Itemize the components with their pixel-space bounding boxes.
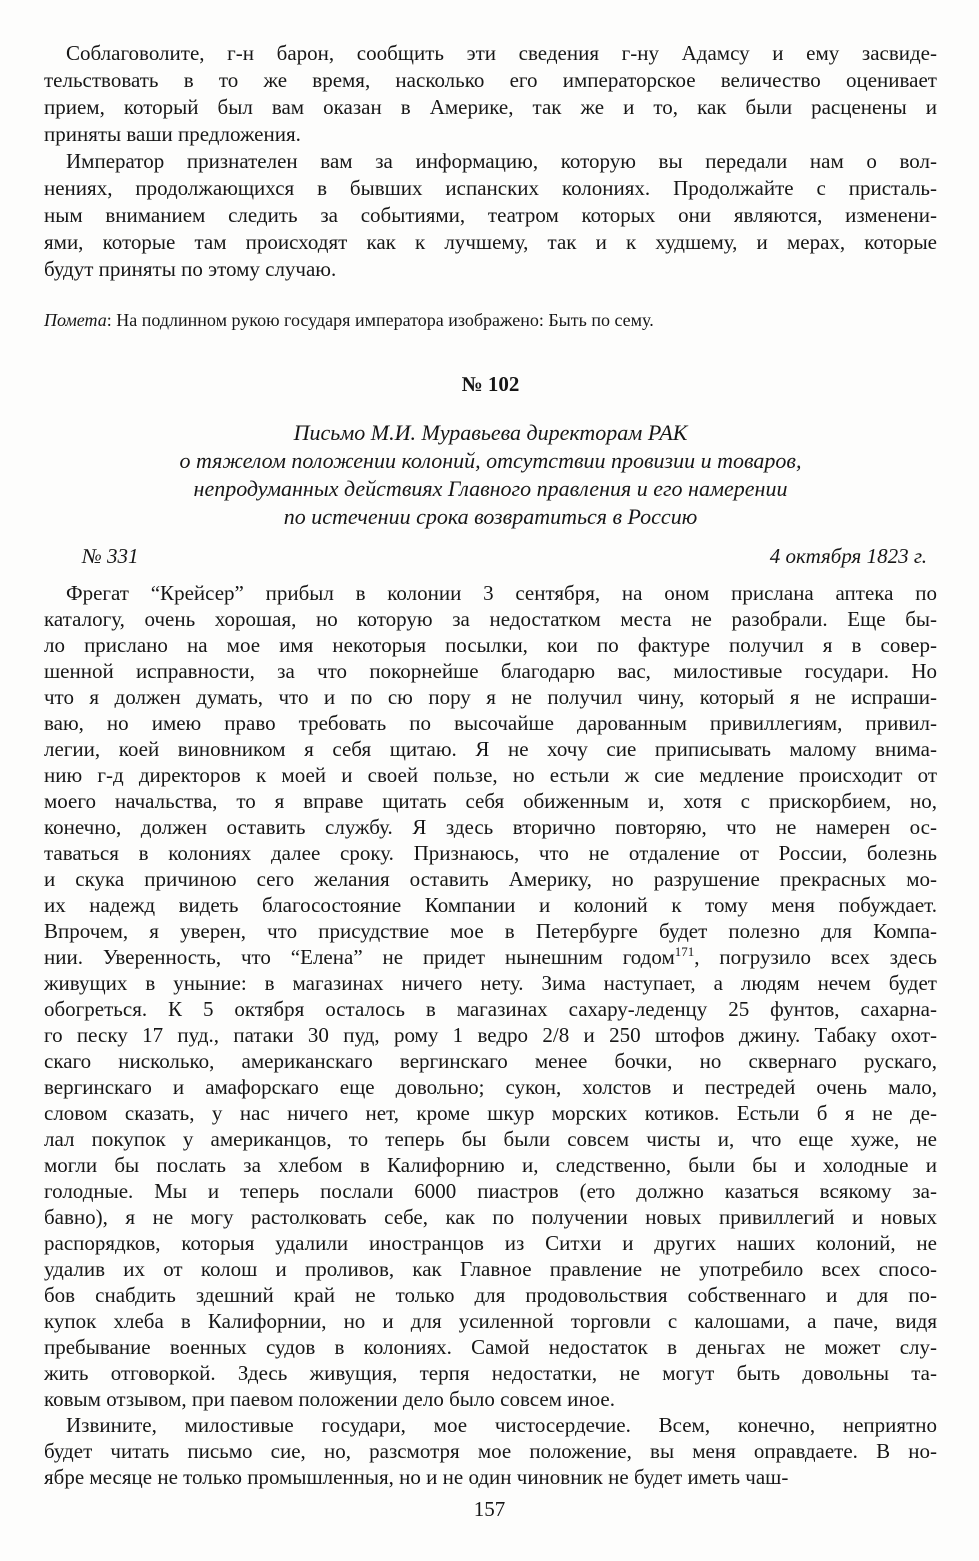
text-line: купок хлеба в Калифорнии, но и для усиленной торговли с калошами, а паче, видя bbox=[44, 1309, 937, 1333]
text-line: живущих в уныние: в магазинах ничего нету. Зима наступает, а людям нечем будет bbox=[44, 971, 937, 995]
text-line: будет читать письмо сие, но, разсмотря мое положение, вы меня оправдаете. В но- bbox=[44, 1439, 937, 1463]
document-date: 4 октября 1823 г. bbox=[769, 544, 927, 568]
text-line: словом сказать, у нас ничего нет, кроме шкур морских котиков. Естьли б я не де- bbox=[44, 1101, 937, 1125]
text-line: ло прислано на мое имя некоторыя посылки, кои по фактуре получил я в совер- bbox=[44, 633, 937, 657]
text-line: нию г-д директоров к моей и своей пользе, но естьли ж сие медление происходит от bbox=[44, 763, 937, 787]
text-line: голодные. Мы и теперь послали 6000 пиастров (ето должно казаться всякому за- bbox=[44, 1179, 937, 1203]
text-line: пребывание военных судов в колониях. Самой недостаток в деньгах не может слу- bbox=[44, 1335, 937, 1359]
text-line: непродуманных действиях Главного правления и его намерении bbox=[193, 476, 788, 501]
text-line: Соблаговолите, г-н барон, сообщить эти сведения г-ну Адамсу и ему засвиде- bbox=[66, 41, 937, 65]
text-line: будут приняты по этому случаю. bbox=[44, 257, 337, 281]
text-line: ябре месяце не только промышленныя, но и не один чиновник не будет иметь чаш- bbox=[44, 1465, 789, 1489]
text-line: о тяжелом положении колоний, отсутствии провизии и товаров, bbox=[179, 448, 802, 473]
text-line: каталогу, очень хорошая, но которую за недостатком места не разобрали. Еще бы- bbox=[44, 607, 937, 631]
text-line: распорядков, которыя удалили иностранцов из Ситхи и других наших колоний, не bbox=[44, 1231, 937, 1255]
paragraph bbox=[44, 148, 937, 283]
paragraph bbox=[44, 1412, 937, 1490]
note-text: : На подлинном рукою государя императора изображено: Быть по сему. bbox=[106, 310, 654, 330]
text-line: могли бы послать за хлебом в Калифорнию и, следственно, были бы и холодные и bbox=[44, 1153, 937, 1177]
text-line: бов снабдить здешний край не только для продовольствия собственнаго и для по- bbox=[44, 1283, 937, 1307]
text-line: обогреться. К 5 октября осталось в магазинах сахару-леденцу 25 фунтов, сахарна- bbox=[44, 997, 937, 1021]
page-number: 157 bbox=[473, 1497, 506, 1521]
text-line: ваю, но имею право требовать по высочайше дарованным привиллегиям, привил- bbox=[44, 711, 937, 735]
document-body bbox=[44, 580, 937, 1490]
text-line: Император признателен вам за информацию, которую вы передали нам о вол- bbox=[66, 149, 937, 173]
text-line: моего начальства, то я вправе щитать себя обиженным и, хотя с прискорбием, но, bbox=[44, 789, 937, 813]
text-line: нии. Уверенность, что “Елена” не придет нынешним годом$^{171}$, погрузило всех здесь bbox=[44, 944, 937, 969]
paragraph bbox=[44, 40, 937, 148]
text-line: скаго нисколько, американскаго вергинскаго менее бочки, но сквернаго рускаго, bbox=[44, 1049, 937, 1073]
text-line: таваться в колониях далее сроку. Признаюсь, что не отдаление от России, болезнь bbox=[44, 841, 937, 865]
document-title bbox=[44, 419, 937, 531]
marginal-note bbox=[44, 309, 937, 331]
document-heading: № 102 bbox=[461, 372, 520, 396]
text-line: вергинскаго и амафорскаго еще довольно; сукон, холстов и пестредей очень мало, bbox=[44, 1075, 937, 1099]
text-line: нениях, продолжающихся в бывших испанских колониях. Продолжайте с присталь- bbox=[44, 176, 937, 200]
document-number: № 331 bbox=[82, 544, 139, 568]
text-line: тельствовать в то же время, насколько его императорское величество оценивает bbox=[44, 68, 937, 92]
previous-document-end bbox=[44, 40, 937, 331]
text-line: прием, который был вам оказан в Америке, так же и то, как были расценены и bbox=[44, 95, 937, 119]
text-line: конечно, должен оставить службу. Я здесь вторично повторяю, что не намерен ос- bbox=[44, 815, 937, 839]
text-line: го песку 17 пуд., патаки 30 пуд, рому 1 ведро 2/8 и 250 штофов джину. Табаку охот- bbox=[44, 1023, 937, 1047]
document-meta bbox=[44, 543, 937, 569]
document-102 bbox=[44, 371, 937, 1490]
text-line: удалив их от колош и проливов, как Главное правление не употребило всех спосо- bbox=[44, 1257, 937, 1281]
text-line: их надежд видеть благосостояние Компании и колоний к тому меня побуждает. bbox=[44, 893, 937, 917]
text-line: Впрочем, я уверен, что присудствие мое в Петербурге будет полезно для Компа- bbox=[44, 919, 937, 943]
text-line: ями, которые там происходят как к лучшему, так и к худшему, и мерах, которые bbox=[44, 230, 937, 254]
text-line: приняты ваши предложения. bbox=[44, 122, 301, 146]
text-line: лал покупок у американцов, то теперь бы были совсем чисты и, что еще хуже, не bbox=[44, 1127, 937, 1151]
text-line: Извините, милостивые государи, мое чистосердечие. Всем, конечно, неприятно bbox=[66, 1413, 937, 1437]
text-line: и скука причиною сего желания оставить Америку, но разрушение прекрасных мо- bbox=[44, 867, 937, 891]
text-line: бавно), я не могу растолковать себе, как по получении новых привиллегий и новых bbox=[44, 1205, 937, 1229]
text-line: жить отговоркой. Здесь живущия, терпя недостатки, не могут быть довольны та- bbox=[44, 1361, 937, 1385]
text-line: ковым отзывом, при паевом положении дело было совсем иное. bbox=[44, 1387, 615, 1411]
text-line: легии, коей виновником я себя щитаю. Я не хочу сие приписывать малому внима- bbox=[44, 737, 937, 761]
text-line: по истечении срока возвратиться в Россию bbox=[283, 504, 698, 529]
text-line: шенной исправности, за что покорнейше благодарю вас, милостивые государи. Но bbox=[44, 659, 937, 683]
text-line: ным вниманием следить за событиями, театром которых они являются, изменени- bbox=[44, 203, 937, 227]
text-line: Фрегат “Крейсер” прибыл в колонии 3 сентября, на оном прислана аптека по bbox=[66, 581, 937, 605]
paragraph bbox=[44, 580, 937, 1412]
text-line: Письмо М.И. Муравьева директорам РАК bbox=[293, 420, 688, 445]
note-label: Помета bbox=[44, 310, 107, 330]
text-line: что я должен думать, что и по сю пору я не получил чину, который я не испраши- bbox=[44, 685, 937, 709]
